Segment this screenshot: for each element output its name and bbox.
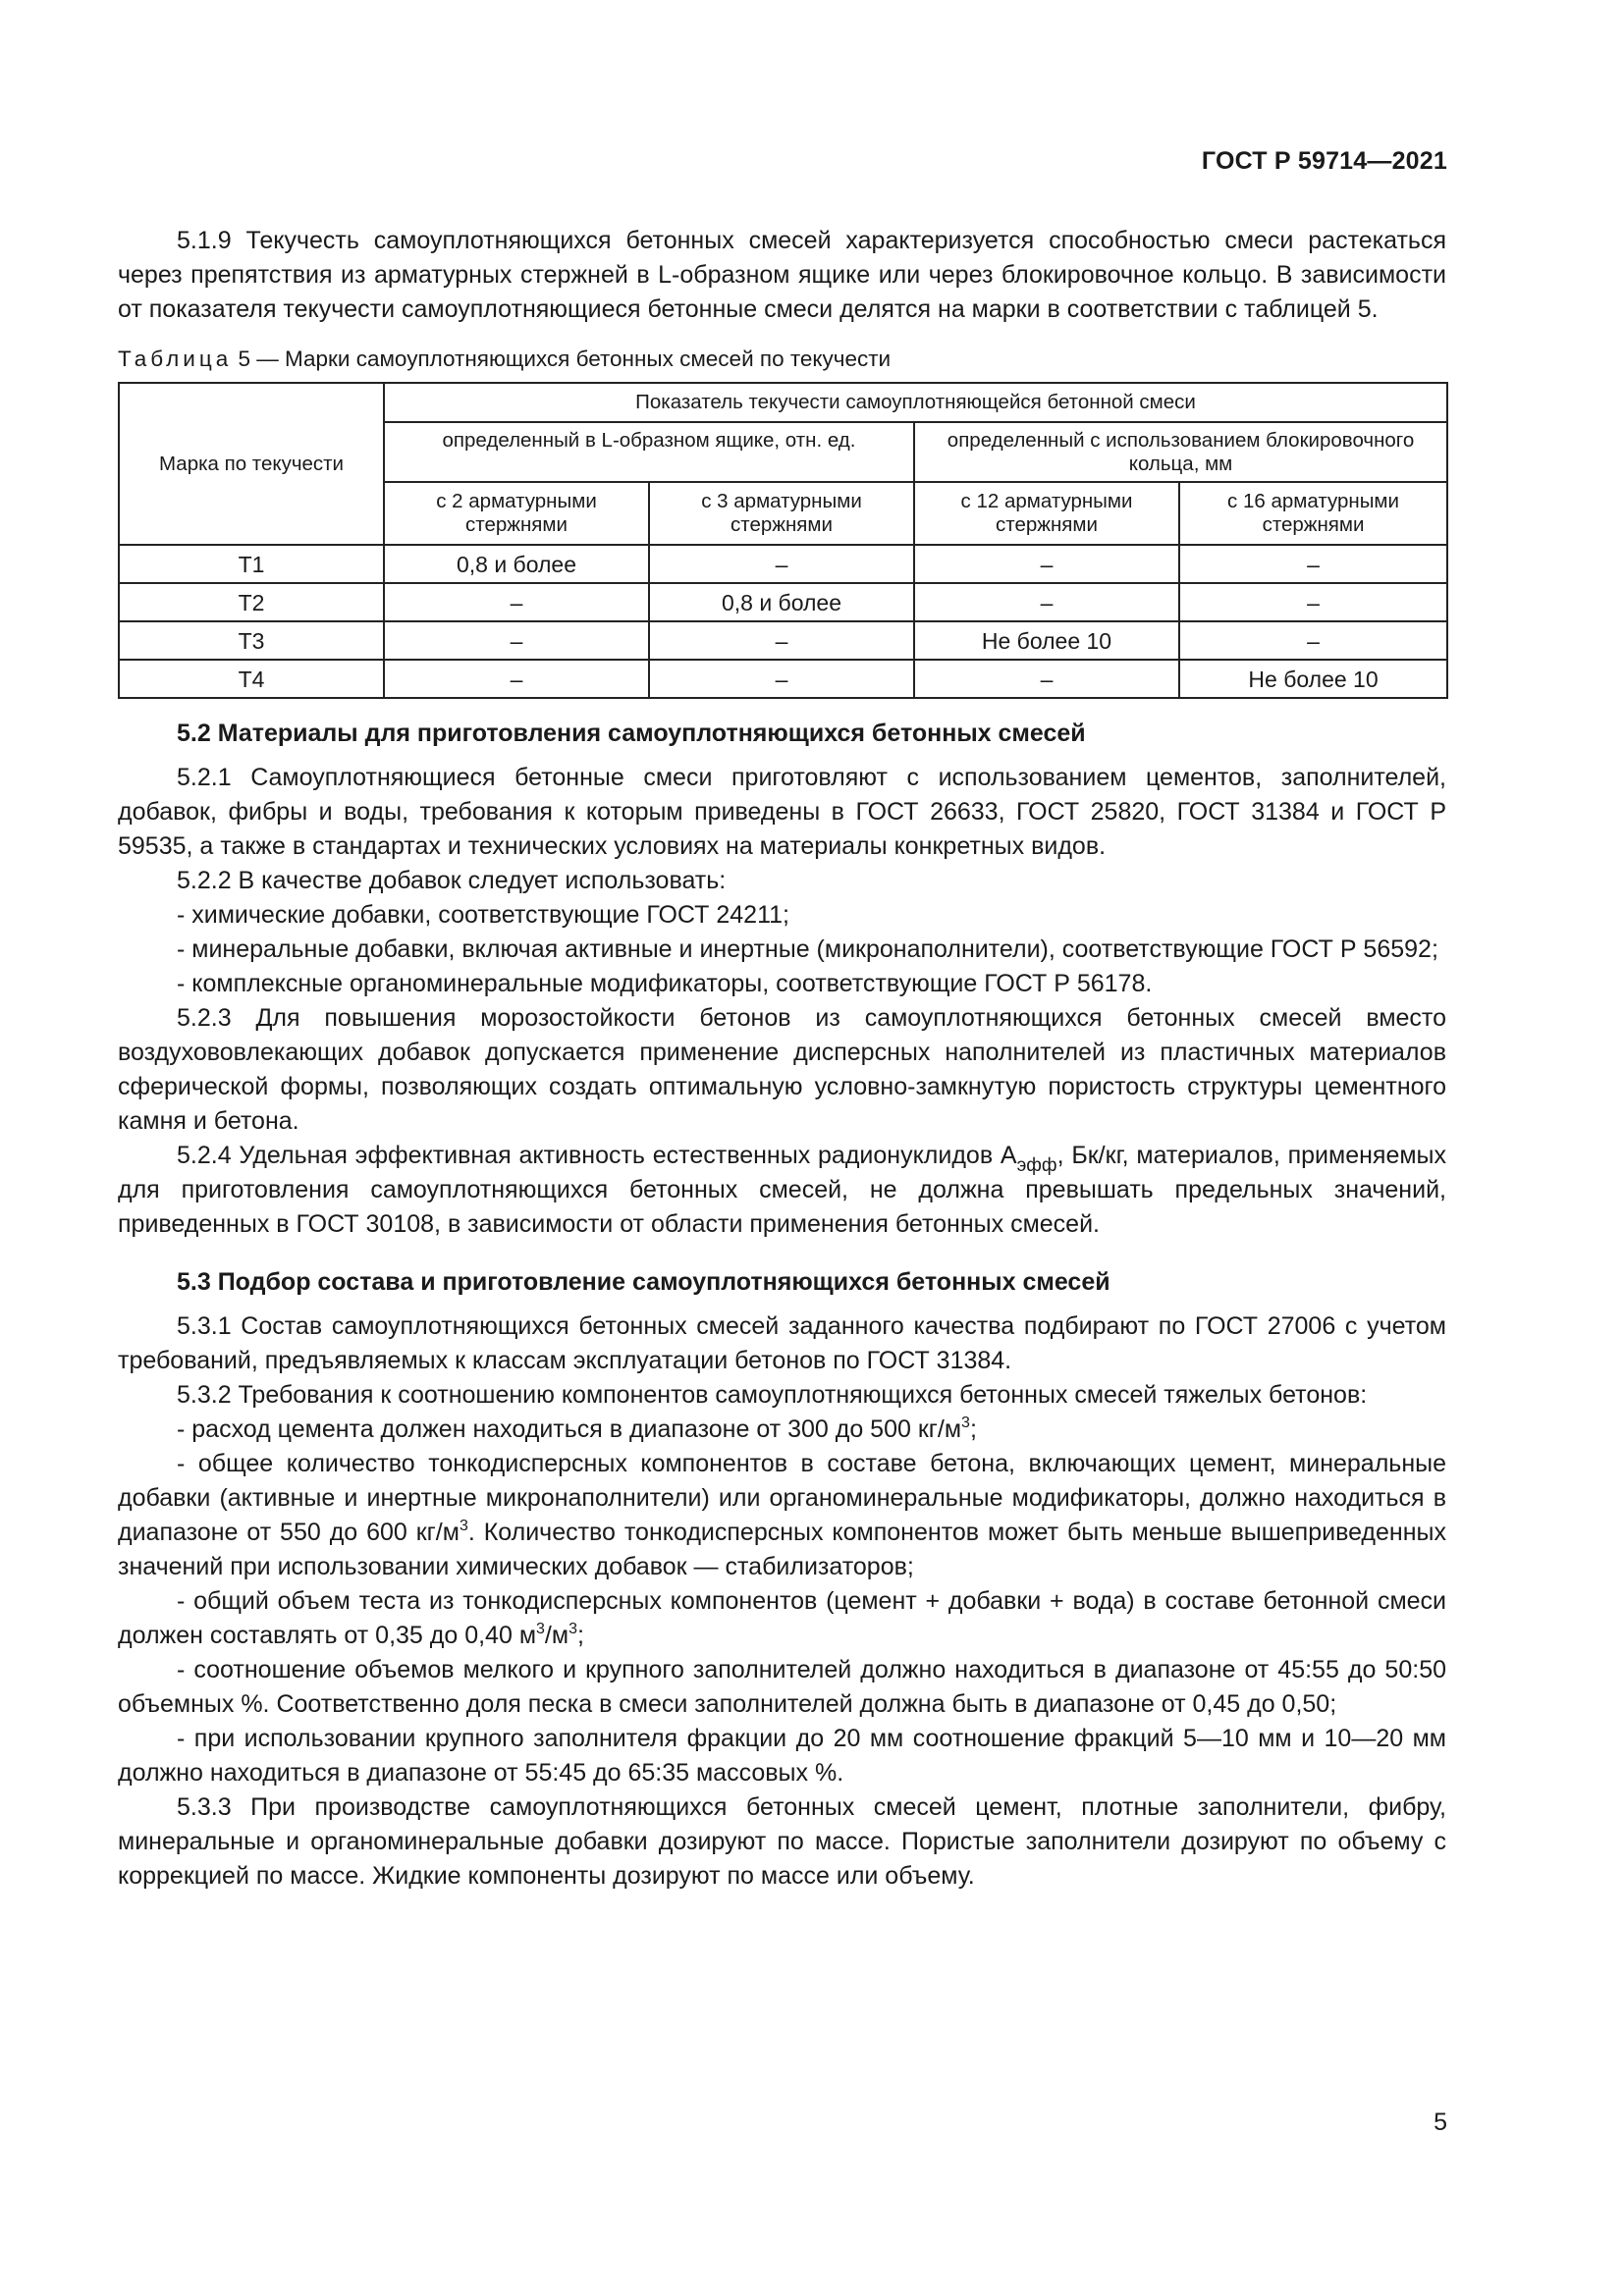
table-cell: 0,8 и более [649,583,914,621]
section-heading-5-3: 5.3 Подбор состава и приготовление самоуплотняющихся бетонных смесей [177,1268,1110,1296]
table-cell: – [914,583,1179,621]
table-row [119,545,1447,583]
list-item: - минеральные добавки, включая активные и инертные (микронаполнители), соответствующие ГОСТ Р 56592; [177,935,1438,963]
list-item: - соотношение объемов мелкого и крупного заполнителей должно находиться в диапазоне от 45:55 до 50:50 объемных %. Соответственно доля песка в смеси заполнителей должна быть в диапазоне от 0,45 до 0,50; [118,1656,1446,1718]
list-item: - химические добавки, соответствующие ГОСТ 24211; [177,901,789,929]
paragraph-5-2-1: 5.2.1 Самоуплотняющиеся бетонные смеси приготовляют с использованием цементов, заполнителей, добавок, фибры и воды, требования к которым приведены в ГОСТ 26633, ГОСТ 25820, ГОСТ 31384 и ГОСТ Р 59535, а также в стандартах и технических условиях на материалы конкретных видов. [118,764,1446,860]
header-16-bars: с 16 арматурными стержнями [1179,482,1447,545]
superscript: 3 [536,1621,545,1637]
table-cell: – [914,545,1179,583]
header-2-bars: с 2 арматурными стержнями [384,482,649,545]
flow-grades-table [118,382,1448,699]
table-cell: – [649,545,914,583]
text-span: - общий объем теста из тонкодисперсных компонентов (цемент + добавки + вода) в составе бетонной смеси должен составлять от 0,35 до 0,40 м [118,1587,1446,1649]
superscript: 3 [961,1415,970,1431]
document-header: ГОСТ Р 59714—2021 [1201,147,1447,175]
table-cell: – [1179,583,1447,621]
table-cell: Т4 [119,660,384,698]
superscript: 3 [459,1518,468,1534]
table-row [119,583,1447,621]
table-caption [118,345,1446,374]
table-cell: – [649,621,914,660]
subscript: эфф [1016,1155,1057,1176]
text-span: - общее количество тонкодисперсных компонентов в составе бетона, включающих цемент, минеральные добавки (активные и инертные микронаполнители) или органоминеральные модификаторы, должно находиться в диапазоне от 550 до 600 кг/м [118,1450,1446,1546]
text-span: . Количество тонкодисперсных компонентов может быть меньше вышеприведенных значений при использовании химических добавок — стабилизаторов; [118,1519,1446,1580]
table-cell: Т2 [119,583,384,621]
table-cell: Не более 10 [914,621,1179,660]
header-3-bars: с 3 арматурными стержнями [649,482,914,545]
text-span: ; [969,1415,977,1443]
table-cell: Т3 [119,621,384,660]
table-cell: Не более 10 [1179,660,1447,698]
text-span: - расход цемента должен находиться в диапазоне от 300 до 500 кг/м [177,1415,962,1443]
text-span: 5.2.4 Удельная эффективная активность естественных радионуклидов А [177,1142,1017,1169]
paragraph-5-3-3: 5.3.3 При производстве самоуплотняющихся бетонных смесей цемент, плотные заполнители, фибру, минеральные и органоминеральные добавки дозируют по массе. Пористые заполнители дозируют по объему с коррекцией по массе. Жидкие компоненты дозируют по массе или объему. [118,1793,1446,1890]
paragraph-5-3-1: 5.3.1 Состав самоуплотняющихся бетонных смесей заданного качества подбирают по ГОСТ 27006 с учетом требований, предъявляемых к классам эксплуатации бетонов по ГОСТ 31384. [118,1312,1446,1374]
table-row [119,660,1447,698]
table-cell: – [649,660,914,698]
table-caption-text: 5 — Марки самоуплотняющихся бетонных смесей по текучести [238,347,892,371]
header-12-bars: с 12 арматурными стержнями [914,482,1179,545]
paragraph-5-1-9: 5.1.9 Текучесть самоуплотняющихся бетонных смесей характеризуется способностью смеси растекаться через препятствия из арматурных стержней в L-образном ящике или через блокировочное кольцо. В зависимости от показателя текучести самоуплотняющиеся бетонные смеси делятся на марки в соответствии с таблицей 5. [118,227,1446,323]
paragraph-5-2-4 [118,1139,1446,1242]
header-j-ring: определенный с использованием блокировочного кольца, мм [914,422,1447,482]
text-span: , Бк/кг, материалов, применяемых для приготовления самоуплотняющихся бетонных смесей, не должна превышать предельных значений, приведенных в ГОСТ 30108, в зависимости от области применения бетонных смесей. [118,1142,1446,1238]
list-item [118,1584,1446,1653]
page-number: 5 [1434,2109,1447,2136]
text-span: ; [576,1622,584,1649]
table-cell: – [1179,545,1447,583]
list-item: - при использовании крупного заполнителя фракции до 20 мм соотношение фракций 5—10 мм и 10—20 мм должно находиться в диапазоне от 55:45 до 65:35 массовых %. [118,1725,1446,1787]
table-caption-label: Таблица [118,347,233,371]
table-row [119,621,1447,660]
paragraph-5-2-3: 5.2.3 Для повышения морозостойкости бетонов из самоуплотняющихся бетонных смесей вместо воздухововлекающих добавок допускается применение дисперсных наполнителей из пластичных материалов сферической формы, позволяющих создать оптимальную условно-замкнутую пористость структуры цементного камня и бетона. [118,1004,1446,1135]
superscript: 3 [568,1621,577,1637]
text-span: /м [544,1622,569,1649]
table-cell: 0,8 и более [384,545,649,583]
list-item: - комплексные органоминеральные модификаторы, соответствующие ГОСТ Р 56178. [177,970,1153,997]
table-cell: – [384,660,649,698]
table-cell: – [1179,621,1447,660]
table-cell: – [914,660,1179,698]
table-cell: – [384,621,649,660]
paragraph-5-2-2: 5.2.2 В качестве добавок следует использовать: [177,867,727,894]
section-heading-5-2: 5.2 Материалы для приготовления самоуплотняющихся бетонных смесей [177,720,1086,747]
list-item [118,1413,1446,1447]
page-content [118,224,1446,1894]
header-grade: Марка по текучести [119,383,384,545]
list-item [118,1447,1446,1584]
header-flow-index: Показатель текучести самоуплотняющейся бетонной смеси [384,383,1447,422]
paragraph-5-3-2: 5.3.2 Требования к соотношению компонентов самоуплотняющихся бетонных смесей тяжелых бетонов: [177,1381,1368,1409]
header-l-box: определенный в L-образном ящике, отн. ед. [384,422,914,482]
table-cell: – [384,583,649,621]
table-cell: Т1 [119,545,384,583]
